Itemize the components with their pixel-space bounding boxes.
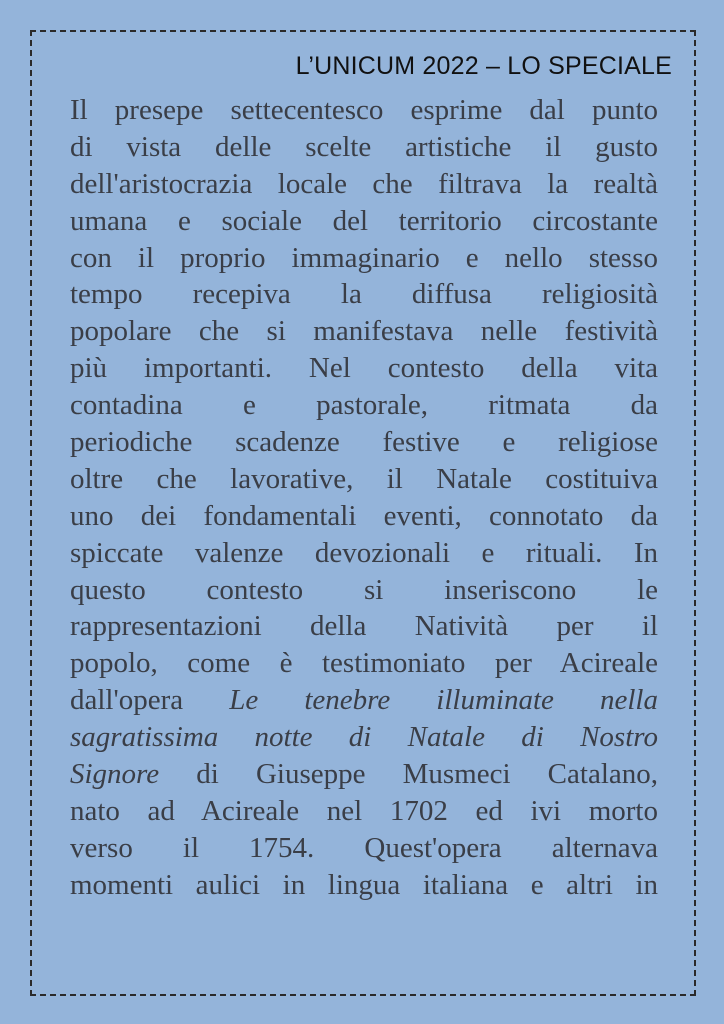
body-text-run: più importanti. Nel contesto della vita (70, 352, 658, 385)
article-text (70, 92, 658, 904)
italic-title-text: sagratissima notte di Natale di Nostro (70, 721, 658, 754)
text-line (70, 166, 658, 203)
body-text-run: contadina e pastorale, ritmata da (70, 389, 658, 422)
body-text-run: uno dei fondamentali eventi, connotato da (70, 499, 658, 532)
text-line (70, 572, 658, 609)
text-line (70, 793, 658, 830)
body-text-run: periodiche scadenze festive e religiose (70, 426, 658, 459)
body-text-run: verso il 1754. Quest'opera alternava (70, 831, 658, 864)
body-text-run: spiccate valenze devozionali e rituali. In (70, 536, 658, 569)
body-text-run: rappresentazioni della Natività per il (70, 610, 658, 643)
body-text-run: tempo recepiva la diffusa religiosità (70, 278, 658, 311)
body-text-run: nato ad Acireale nel 1702 ed ivi morto (70, 794, 658, 827)
body-text-run: popolo, come è testimoniato per Acireale (70, 647, 658, 680)
text-line (70, 129, 658, 166)
text-line (70, 461, 658, 498)
italic-title-text: Le tenebre illuminate nella (229, 684, 658, 717)
text-line (70, 387, 658, 424)
body-text-run: con il proprio immaginario e nello stesso (70, 241, 658, 274)
text-line (70, 830, 658, 867)
body-text-run: questo contesto si inseriscono le (70, 573, 658, 606)
text-line (70, 608, 658, 645)
body-text-run: di Giuseppe Musmeci Catalano, (159, 758, 658, 791)
body-text-run: umana e sociale del territorio circostante (70, 204, 658, 237)
page-border (30, 30, 696, 996)
text-line (70, 424, 658, 461)
body-text-run: popolare che si manifestava nelle festività (70, 315, 658, 348)
text-line (70, 203, 658, 240)
text-line (70, 240, 658, 277)
body-text-run: Il presepe settecentesco esprime dal punto (70, 94, 658, 126)
text-line (70, 498, 658, 535)
text-line (70, 350, 658, 387)
text-line (70, 867, 658, 904)
text-line (70, 313, 658, 350)
text-line (70, 276, 658, 313)
text-line (70, 719, 658, 756)
body-text-run: momenti aulici in lingua italiana e altri in (70, 868, 658, 901)
body-text-run: oltre che lavorative, il Natale costituiva (70, 462, 658, 495)
body-text-run: di vista delle scelte artistiche il gusto (70, 130, 658, 163)
body-text-run: dell'aristocrazia locale che filtrava la realtà (70, 167, 658, 200)
header-title: L’UNICUM 2022 – LO SPECIALE (295, 52, 672, 80)
text-line (70, 645, 658, 682)
text-line (70, 535, 658, 572)
text-line (70, 682, 658, 719)
body-text-run: dall'opera (70, 684, 230, 717)
text-line (70, 756, 658, 793)
italic-title-text: Signore (70, 758, 160, 791)
text-line (70, 92, 658, 129)
